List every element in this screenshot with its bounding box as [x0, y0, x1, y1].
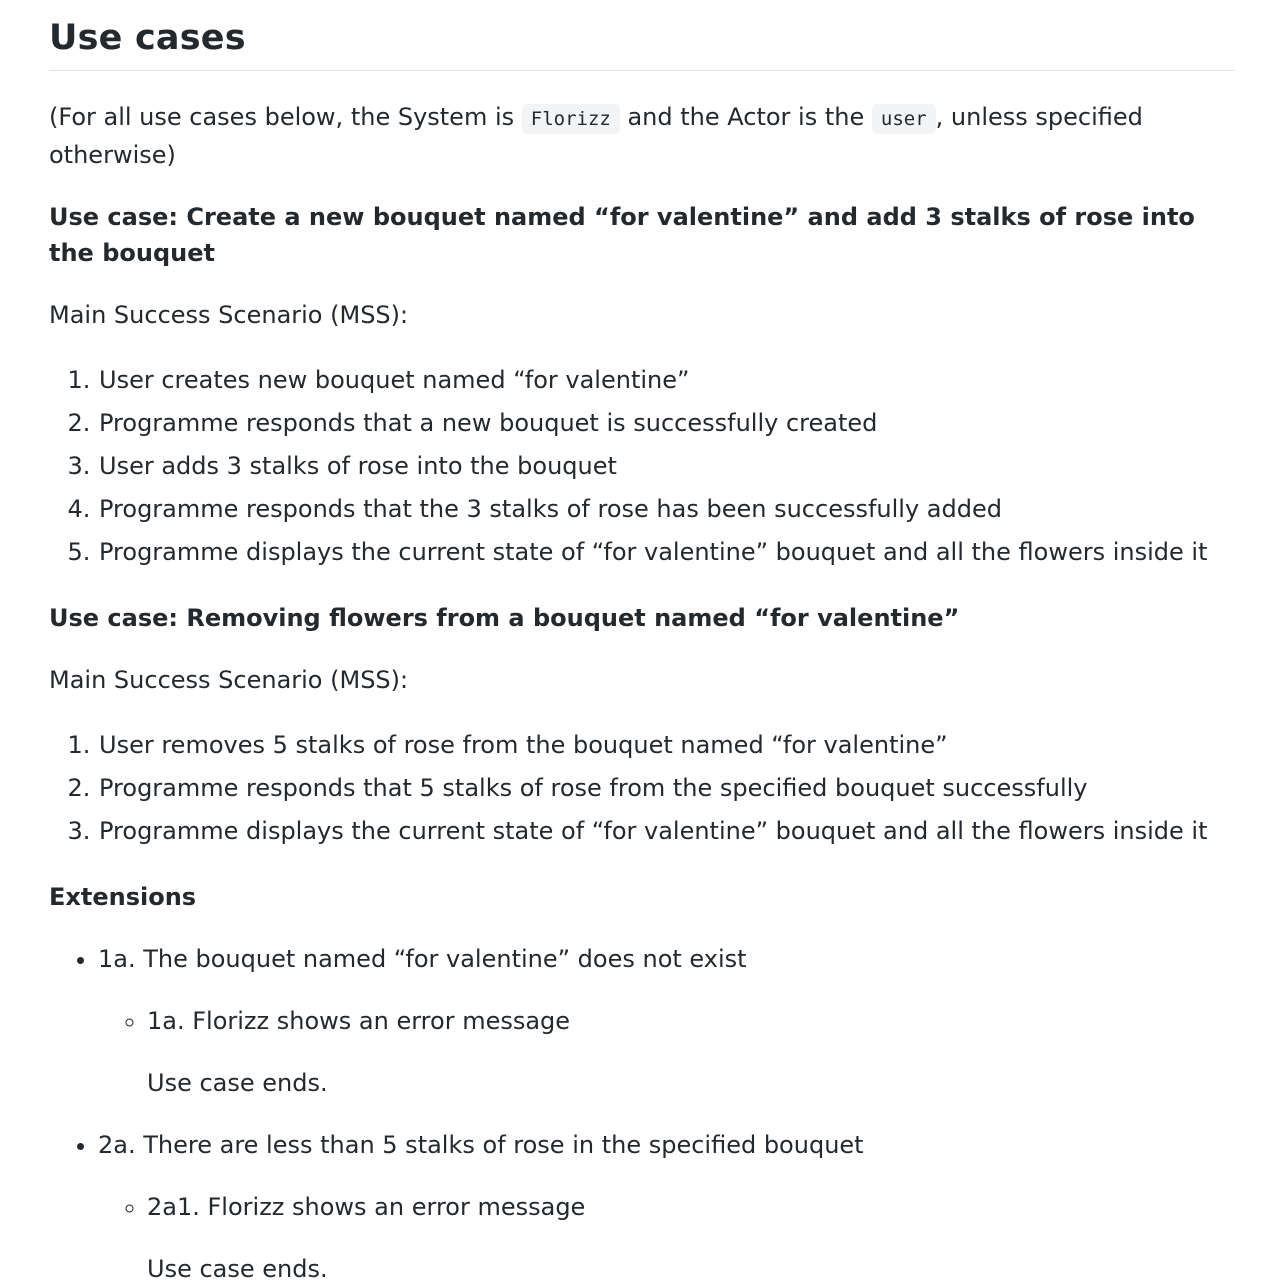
- list-item: 4. Programme responds that the 3 stalks of rose has been successfully added: [98, 488, 1235, 531]
- intro-text-middle: and the Actor is the: [619, 103, 872, 131]
- page-title: Use cases: [49, 0, 1235, 71]
- extensions-list: [49, 941, 1235, 1287]
- actor-code: user: [872, 104, 936, 134]
- use-case-ends-text: Use case ends.: [147, 1069, 328, 1097]
- use-case-2-mss-label: Main Success Scenario (MSS):: [49, 666, 409, 694]
- extension-text: • 1a. The bouquet named “for valentine” does not exist: [98, 945, 747, 973]
- extension-sub-text: ◦ 1a. Florizz shows an error message: [147, 1007, 571, 1035]
- use-case-2-heading: Use case: Removing flowers from a bouquet named “for valentine”: [49, 604, 960, 632]
- list-item: 2. Programme responds that 5 stalks of rose from the specified bouquet successfully: [98, 767, 1235, 810]
- extension-item: [98, 941, 1235, 1101]
- extension-sub-list: [98, 1003, 1235, 1101]
- use-case-2-steps: [49, 724, 1235, 853]
- list-item: 3. User adds 3 stalks of rose into the bouquet: [98, 445, 1235, 488]
- intro-text-after: , unless specified otherwise): [49, 103, 1143, 169]
- use-case-1-steps: [49, 359, 1235, 574]
- use-case-1-heading: Use case: Create a new bouquet named “for valentine” and add 3 stalks of rose into the bouquet: [49, 203, 1195, 267]
- extension-text: • 2a. There are less than 5 stalks of rose in the specified bouquet: [98, 1131, 864, 1159]
- list-item: 3. Programme displays the current state of “for valentine” bouquet and all the flowers inside it: [98, 810, 1235, 853]
- use-case-1-mss-label: Main Success Scenario (MSS):: [49, 301, 409, 329]
- extension-sub-item: [147, 1189, 1235, 1287]
- extension-sub-list: [98, 1189, 1235, 1287]
- use-case-ends-text: Use case ends.: [147, 1255, 328, 1283]
- list-item: 2. Programme responds that a new bouquet is successfully created: [98, 402, 1235, 445]
- extension-item: [98, 1127, 1235, 1287]
- system-code: Florizz: [522, 104, 620, 134]
- list-item: 1. User creates new bouquet named “for valentine”: [98, 359, 1235, 402]
- extensions-heading: Extensions: [49, 883, 197, 911]
- intro-text-before: (For all use cases below, the System is: [49, 103, 522, 131]
- list-item: 5. Programme displays the current state of “for valentine” bouquet and all the flowers inside it: [98, 531, 1235, 574]
- extension-sub-item: [147, 1003, 1235, 1101]
- extension-sub-text: ◦ 2a1. Florizz shows an error message: [147, 1193, 586, 1221]
- list-item: 1. User removes 5 stalks of rose from the bouquet named “for valentine”: [98, 724, 1235, 767]
- intro-paragraph: [49, 99, 1235, 173]
